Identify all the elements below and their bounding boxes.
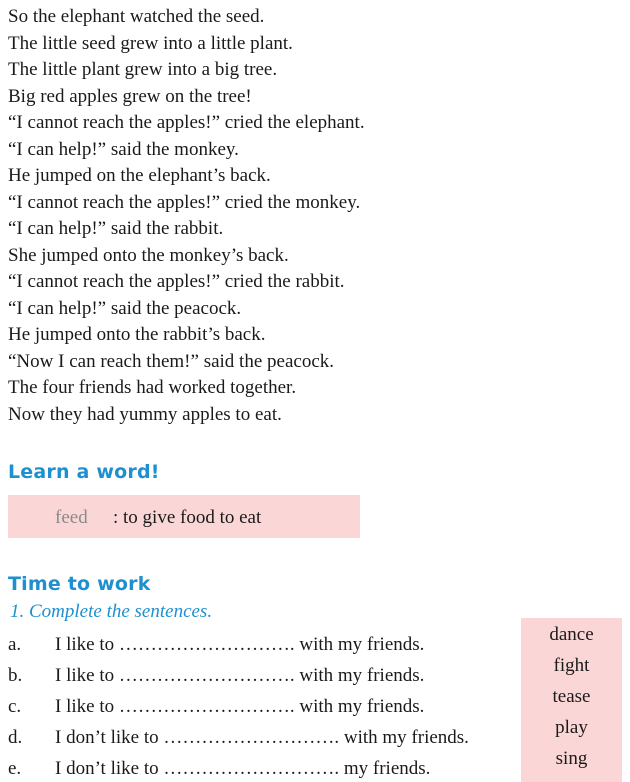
exercise-sentence: I don’t like to ………………………. my friends. xyxy=(55,758,431,779)
exercise-sentence: I like to ………………………. with my friends. xyxy=(55,696,425,717)
exercise-letter: a. xyxy=(8,634,22,655)
word-option: tease xyxy=(552,686,591,707)
story-line: Now they had yummy apples to eat. xyxy=(8,403,282,425)
learn-a-word-heading: Learn a word! xyxy=(8,461,160,483)
exercise-letter: c. xyxy=(8,696,22,717)
story-line: He jumped on the elephant’s back. xyxy=(8,165,271,186)
exercise-sentence: I like to ………………………. with my friends. xyxy=(55,665,425,686)
exercise-letter: d. xyxy=(8,727,23,748)
exercise-letter: e. xyxy=(8,758,22,779)
word-options-box xyxy=(521,618,622,782)
time-to-work-heading: Time to work xyxy=(8,573,151,595)
story-line: She jumped onto the monkey’s back. xyxy=(8,244,289,266)
story-line: “I can help!” said the peacock. xyxy=(8,297,242,319)
exercise-instruction: 1. Complete the sentences. xyxy=(10,601,213,622)
exercise-sentence: I don’t like to ………………………. with my friends. xyxy=(55,727,469,748)
story-text xyxy=(8,4,365,428)
story-line: “Now I can reach them!” said the peacock. xyxy=(8,350,334,372)
story-line: The little seed grew into a little plant. xyxy=(8,32,293,54)
story-line: “I cannot reach the apples!” cried the monkey. xyxy=(8,191,361,213)
story-line: “I cannot reach the apples!” cried the elephant. xyxy=(8,112,365,133)
word-term: feed xyxy=(55,507,88,528)
word-option: play xyxy=(555,717,588,738)
word-option: fight xyxy=(553,655,590,676)
story-line: He jumped onto the rabbit’s back. xyxy=(8,324,266,345)
story-line: The little plant grew into a big tree. xyxy=(8,59,278,80)
exercise-letter: b. xyxy=(8,665,23,686)
word-definition: : to give food to eat xyxy=(113,507,262,528)
story-line: The four friends had worked together. xyxy=(8,377,297,398)
story-line: “I can help!” said the monkey. xyxy=(8,138,239,160)
story-line: So the elephant watched the seed. xyxy=(8,6,265,27)
story-line: “I cannot reach the apples!” cried the rabbit. xyxy=(8,271,345,292)
word-option: dance xyxy=(549,624,594,645)
word-option: sing xyxy=(555,748,588,769)
story-line: Big red apples grew on the tree! xyxy=(8,85,252,107)
story-line: “I can help!” said the rabbit. xyxy=(8,218,224,239)
word-definition-box xyxy=(8,495,360,538)
exercise-sentence: I like to ………………………. with my friends. xyxy=(55,634,425,655)
